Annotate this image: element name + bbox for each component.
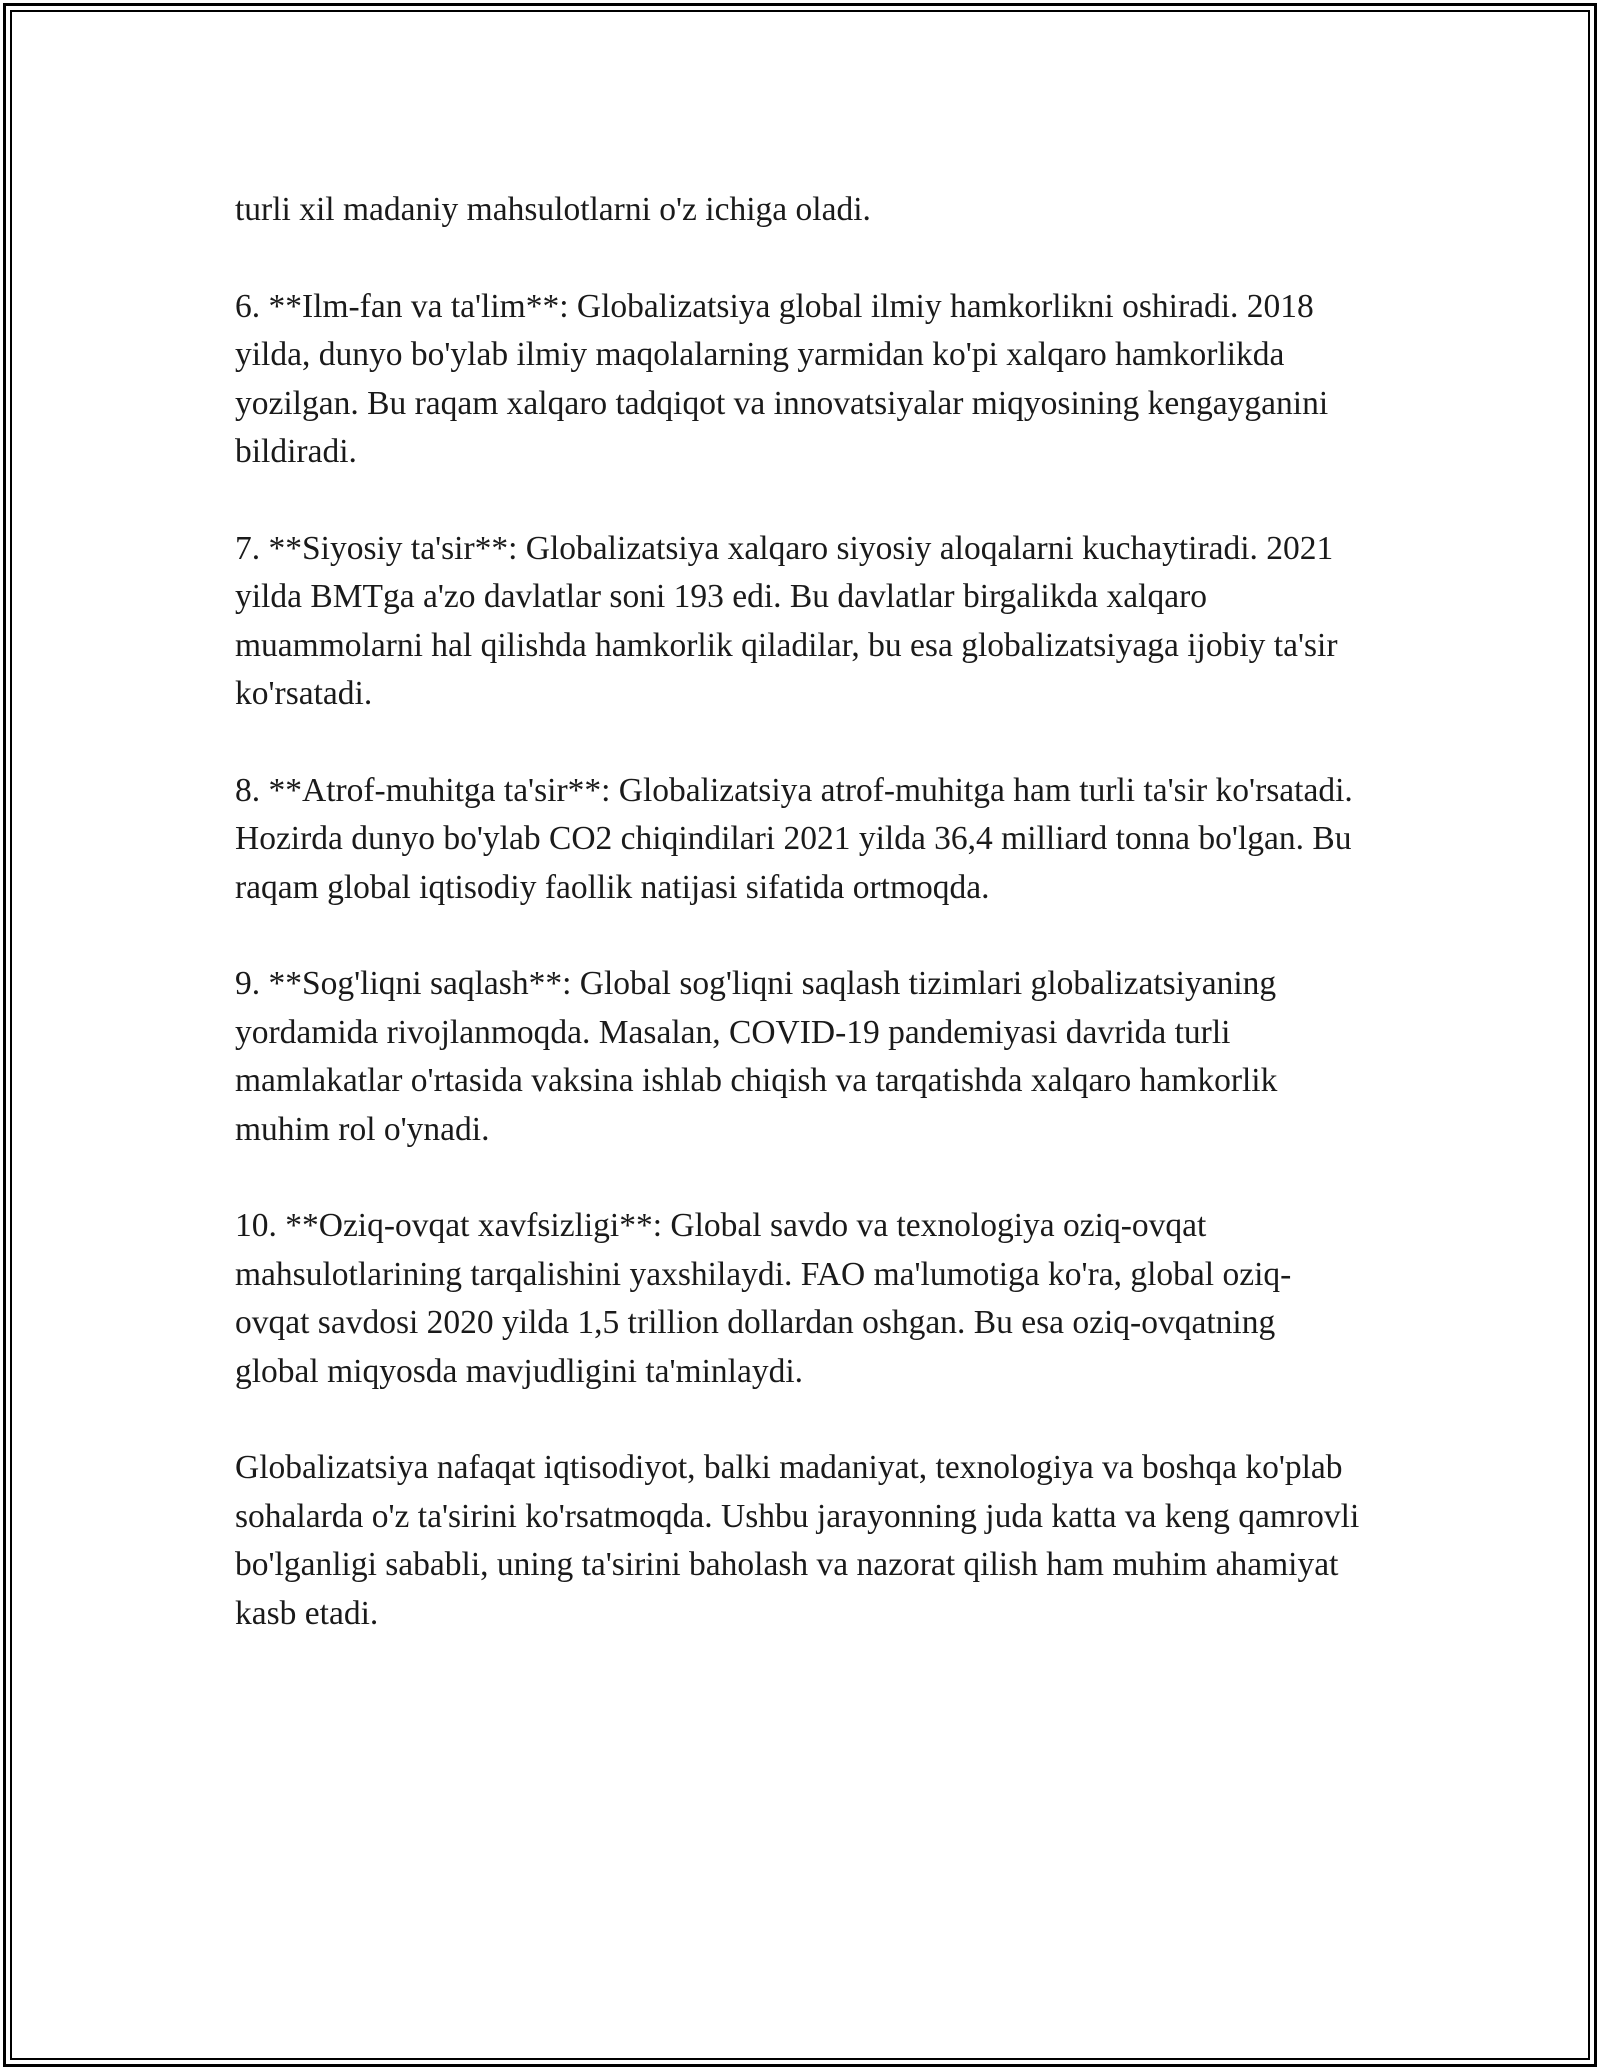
paragraph-sogliqni-saqlash: 9. **Sog'liqni saqlash**: Global sog'liqni saqlash tizimlari globalizatsiyaning yordamida rivojlanmoqda. Masalan, COVID-19 pandemiyasi davrida turli mamlakatlar o'rtasida vaksina ishlab chiqish va tarqatishda xalqaro hamkorlik muhim rol o'ynadi.: [235, 965, 1278, 1148]
paragraph-ilm-fan: 6. **Ilm-fan va ta'lim**: Globalizatsiya global ilmiy hamkorlikni oshiradi. 2018 yilda, dunyo bo'ylab ilmiy maqolalarning yarmidan ko'pi xalqaro hamkorlikda yozilgan. Bu raqam xalqaro tadqiqot va innovatsiyalar miqyosining kengayganini bildiradi.: [235, 287, 1329, 471]
paragraph-atrof-muhit: 8. **Atrof-muhitga ta'sir**: Globalizatsiya atrof-muhitga ham turli ta'sir ko'rsatadi. Hozirda dunyo bo'ylab CO2 chiqindilari 2021 yilda 36,4 milliard tonna bo'lgan. Bu raqam global iqtisodiy faollik natijasi sifatida ortmoqda.: [235, 771, 1353, 906]
paragraph-continuation: turli xil madaniy mahsulotlarni o'z ichiga oladi.: [235, 191, 871, 228]
paragraph-conclusion: Globalizatsiya nafaqat iqtisodiyot, balki madaniyat, texnologiya va boshqa ko'plab sohalarda o'z ta'sirini ko'rsatmoqda. Ushbu jarayonning juda katta va keng qamrovli bo'lganligi sababli, uning ta'sirini baholash va nazorat qilish ham muhim ahamiyat kasb etadi.: [235, 1449, 1360, 1632]
document-body: [235, 186, 1365, 1686]
paragraph-siyosiy-tasir: 7. **Siyosiy ta'sir**: Globalizatsiya xalqaro siyosiy aloqalarni kuchaytiradi. 2021 yilda BMTga a'zo davlatlar soni 193 edi. Bu davlatlar birgalikda xalqaro muammolarni hal qilishda hamkorlik qiladilar, bu esa globalizatsiyaga ijobiy ta'sir ko'rsatadi.: [235, 529, 1338, 713]
paragraph-oziq-ovqat: 10. **Oziq-ovqat xavfsizligi**: Global savdo va texnologiya oziq-ovqat mahsulotlarining tarqalishini yaxshilaydi. FAO ma'lumotiga ko'ra, global oziq-ovqat savdosi 2020 yilda 1,5 trillion dollardan oshgan. Bu esa oziq-ovqatning global miqyosda mavjudligini ta'minlaydi.: [235, 1207, 1292, 1390]
